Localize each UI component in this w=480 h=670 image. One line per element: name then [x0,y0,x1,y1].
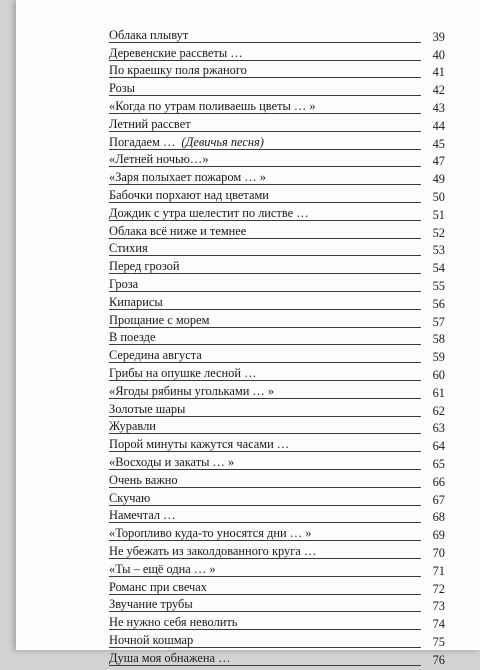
toc-entry [109,314,445,332]
toc-entry [109,349,445,367]
toc-entry-leader [109,314,421,328]
toc-entry-title: «Торопливо куда-то уносятся дни … » [109,526,312,541]
toc-entry [109,652,445,670]
toc-entry [109,136,445,154]
toc-entry [109,599,445,617]
toc-entry-title: Гроза [109,276,139,291]
toc-entry-page-number: 73 [432,599,445,614]
toc-entry-leader [109,527,421,541]
toc-entry-title: Золотые шары [109,401,186,416]
toc-entry-title: «Когда по утрам поливаешь цветы … » [109,98,316,113]
toc-entry-page-number: 76 [432,652,445,667]
toc-entry [109,474,445,492]
toc-entry-title: Намечтал … [109,508,176,523]
toc-entry-leader [109,331,421,345]
toc-entry-leader [109,367,421,381]
toc-entry-title: Стихия [109,241,148,256]
toc-entry [109,510,445,528]
toc-entry [109,634,445,652]
toc-entry-leader [109,189,421,203]
toc-entry-leader [109,509,421,523]
toc-entry-title: Кипарисы [109,294,163,309]
toc-entry-leader [109,634,421,648]
toc-entry-page-number: 72 [432,581,445,596]
toc-entry-leader [109,278,421,292]
toc-entry-page-number: 62 [432,403,445,418]
toc-entry-leader [109,207,421,221]
toc-entry-page-number: 65 [432,456,445,471]
toc-entry-title: Скучаю [109,490,151,505]
toc-entry-title: Грибы на опушке лесной … [109,365,257,380]
toc-entry-leader [109,82,421,96]
toc-entry-page-number: 67 [432,492,445,507]
toc-entry [109,403,445,421]
toc-entry-leader [109,136,421,150]
toc-entry [109,29,445,47]
toc-entry-page-number: 45 [432,136,445,151]
toc-entry-page-number: 57 [432,314,445,329]
toc-entry [109,154,445,172]
toc-entry-page-number: 40 [432,47,445,62]
toc-entry-page-number: 51 [432,207,445,222]
toc-entry-title: Бабочки порхают над цветами [109,187,269,202]
toc-entry-page-number: 74 [432,617,445,632]
toc-entry [109,171,445,189]
toc-entry-title: «Ягоды рябины угольками … » [109,383,275,398]
toc-entry [109,367,445,385]
toc-entry-leader [109,545,421,559]
toc-entry [109,332,445,350]
book-page [16,0,480,667]
toc-entry [109,260,445,278]
toc-entry [109,207,445,225]
toc-entry-leader [109,171,421,185]
toc-entry-leader [109,64,421,78]
toc-entry [109,65,445,83]
toc-entry-title: Не нужно себя неволить [109,615,238,630]
toc-entry-title: По краешку поля ржаного [109,63,247,78]
toc-entry-page-number: 60 [432,367,445,382]
toc-entry-title: Облака плывут [109,27,189,42]
toc-entry-title: Не убежать из заколдованного круга … [109,543,317,558]
table-of-contents [109,29,445,670]
toc-entry-leader [109,349,421,363]
toc-entry-leader [109,385,421,399]
toc-entry-page-number: 54 [432,261,445,276]
toc-entry-title: Романс при свечах [109,579,207,594]
toc-entry-title: «Летней ночью…» [109,152,209,167]
toc-entry-leader [109,225,421,239]
toc-entry-title: Очень важно [109,472,178,487]
toc-entry-leader [109,492,421,506]
toc-entry-leader [109,100,421,114]
toc-entry-leader [109,153,421,167]
toc-entry-page-number: 69 [432,528,445,543]
toc-entry-title: Прощание с морем [109,312,210,327]
toc-entry-title: Облака всё ниже и темнее [109,223,247,238]
toc-entry-leader [109,474,421,488]
toc-entry-page-number: 63 [432,421,445,436]
toc-entry-leader [109,118,421,132]
toc-entry-page-number: 39 [432,29,445,44]
toc-entry-page-number: 66 [432,474,445,489]
toc-entry-page-number: 41 [432,65,445,80]
toc-entry [109,385,445,403]
toc-entry [109,189,445,207]
toc-entry-page-number: 49 [432,172,445,187]
toc-entry-page-number: 42 [432,83,445,98]
toc-entry-page-number: 64 [432,439,445,454]
toc-entry-page-number: 59 [432,350,445,365]
toc-entry [109,563,445,581]
toc-entry-leader [109,242,421,256]
toc-entry-leader [109,260,421,274]
toc-entry-title: «Ты – ещё одна … » [109,561,216,576]
toc-entry [109,438,445,456]
toc-entry [109,82,445,100]
toc-entry-title: Летний рассвет [109,116,191,131]
toc-entry-leader [109,47,421,61]
toc-entry-page-number: 68 [432,510,445,525]
toc-entry-leader [109,616,421,630]
toc-entry-title: Ночной кошмар [109,632,194,647]
toc-entry [109,527,445,545]
toc-entry [109,545,445,563]
toc-entry-title: Перед грозой [109,259,180,274]
toc-entry-page-number: 56 [432,296,445,311]
toc-entry-page-number: 71 [432,563,445,578]
toc-entry-title: Душа моя обнажена … [109,650,231,665]
toc-entry-page-number: 58 [432,332,445,347]
toc-entry-page-number: 47 [432,154,445,169]
toc-entry-title: В поезде [109,330,156,345]
toc-entry [109,243,445,261]
toc-entry-page-number: 53 [432,243,445,258]
toc-entry-leader [109,598,421,612]
toc-entry-page-number: 75 [432,634,445,649]
toc-entry-title: Розы [109,81,135,96]
toc-entry-page-number: 55 [432,278,445,293]
toc-entry-leader [109,581,421,595]
toc-entry-leader [109,563,421,577]
toc-entry [109,581,445,599]
toc-entry [109,492,445,510]
toc-entry [109,421,445,439]
toc-entry [109,100,445,118]
toc-entry-title: Порой минуты кажутся часами … [109,437,290,452]
toc-entry-subtitle: (Девичья песня) [181,134,264,149]
toc-entry-leader [109,296,421,310]
toc-entry [109,616,445,634]
toc-entry-page-number: 61 [432,385,445,400]
toc-entry [109,225,445,243]
toc-entry [109,47,445,65]
toc-entry-leader [109,420,421,434]
toc-entry-page-number: 44 [432,118,445,133]
toc-entry-page-number: 43 [432,100,445,115]
toc-entry [109,296,445,314]
toc-entry-leader [109,438,421,452]
toc-entry-title: Дождик с утра шелестит по листве … [109,205,309,220]
toc-entry-page-number: 52 [432,225,445,240]
toc-entry [109,456,445,474]
toc-entry-leader [109,652,421,666]
toc-entry-leader [109,403,421,417]
toc-entry [109,278,445,296]
toc-entry-leader [109,456,421,470]
toc-entry [109,118,445,136]
toc-entry-title: Звучание трубы [109,597,193,612]
toc-entry-page-number: 50 [432,189,445,204]
toc-entry-title: Середина августа [109,348,202,363]
toc-entry-leader [109,29,421,43]
toc-entry-title: Погадаем … [109,134,176,149]
toc-entry-title: «Восходы и закаты … » [109,454,235,469]
toc-entry-title: Деревенские рассветы … [109,45,243,60]
toc-entry-title: «Заря полыхает пожаром … » [109,170,266,185]
toc-entry-title: Журавли [109,419,156,434]
toc-entry-page-number: 70 [432,545,445,560]
